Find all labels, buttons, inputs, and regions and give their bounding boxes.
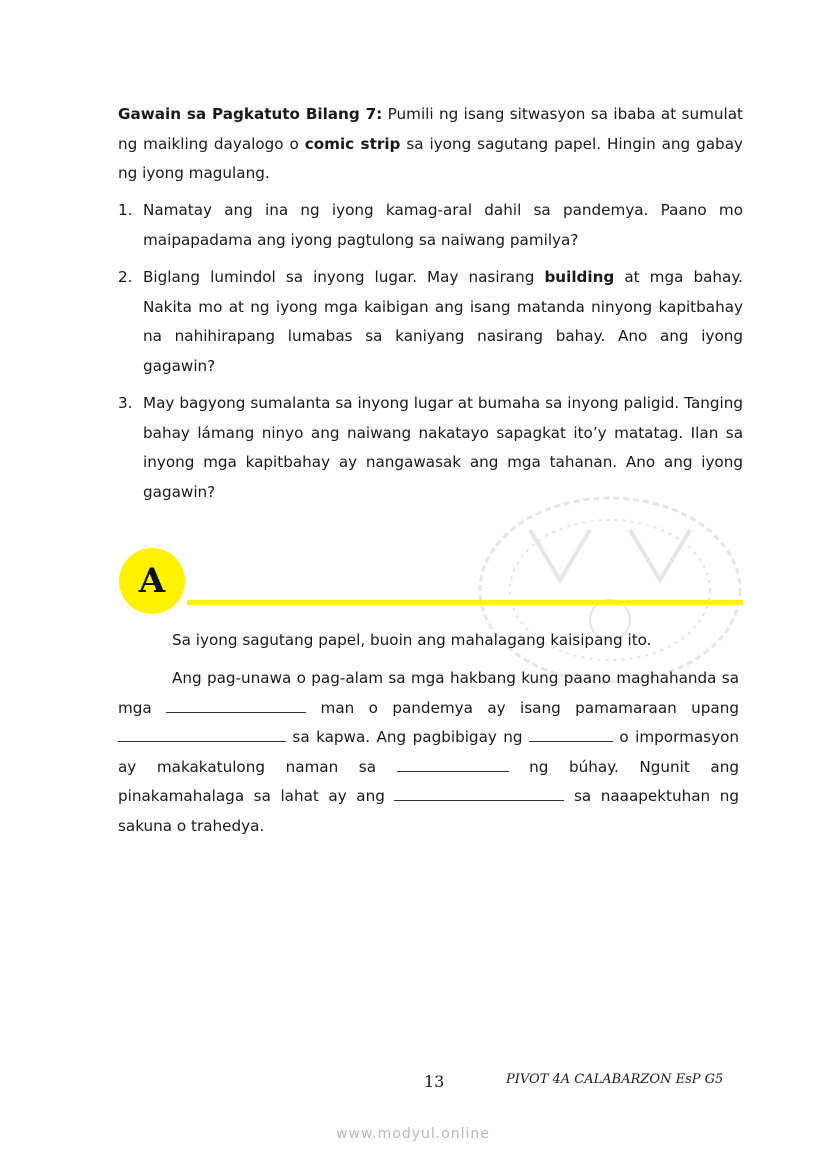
para-text-1: Ang pag-unawa o pag-alam sa mga hakbang kung paano maghahanda sa mga	[118, 669, 739, 717]
intro-bold-term: comic strip	[304, 134, 401, 153]
item-text: Namatay ang ina ng iyong kamag-aral dahil sa pandemya. Paano mo maipapadama ang iyong pagtulong sa naiwang pamilya?	[143, 201, 743, 249]
site-watermark-text: www.modyul.online	[336, 1126, 490, 1142]
section-a-letter: A	[138, 561, 166, 601]
list-item	[118, 263, 743, 381]
section-a-instruction: Sa iyong sagutang papel, buoin ang mahalagang kaisipang ito.	[172, 631, 652, 649]
item-text: Biglang lumindol sa inyong lugar. May nasirang	[143, 268, 545, 286]
answer-blank-1[interactable]	[166, 698, 306, 713]
activity-intro	[118, 100, 743, 189]
answer-blank-5[interactable]	[394, 786, 564, 801]
item-number: 2.	[118, 268, 133, 286]
para-text-3: sa kapwa. Ang pagbibigay ng	[286, 728, 529, 746]
answer-blank-3[interactable]	[529, 727, 613, 742]
para-text-6: sa naaapektuhan ng sakuna o trahedya.	[118, 787, 739, 835]
answer-blank-4[interactable]	[397, 757, 509, 772]
section-a-rule	[187, 600, 743, 605]
item-text-cont: at mga bahay. Nakita mo at ng iyong mga kaibigan ang isang matanda ninyong kapitbahay na nahihirapang lumabas sa kaniyang nasirang bahay. Ano ang iyong gagawin?	[143, 268, 743, 375]
page-number: 13	[424, 1072, 445, 1091]
para-text-5: ng búhay. Ngunit ang pinakamahalaga sa lahat ay ang	[118, 757, 739, 805]
situation-list	[118, 196, 743, 515]
intro-text-2: sa iyong sagutang papel. Hingin ang gabay ng iyong magulang.	[118, 134, 743, 182]
answer-blank-2[interactable]	[118, 727, 286, 742]
footer-tag: PIVOT 4A CALABARZON EsP G5	[506, 1072, 724, 1087]
item-number: 3.	[118, 394, 133, 412]
fill-in-paragraph	[118, 664, 739, 841]
list-item	[118, 196, 743, 255]
item-bold-term: building	[544, 268, 615, 286]
intro-text-1: Pumili ng isang sitwasyon sa ibaba at sumulat ng maikling dayalogo o	[118, 105, 743, 153]
section-a-badge	[119, 548, 185, 614]
para-text-2: man o pandemya ay isang pamamaraan upang	[306, 698, 739, 717]
activity-heading: Gawain sa Pagkatuto Bilang 7:	[118, 105, 383, 123]
para-text-4: o impormasyon ay makakatulong naman sa	[118, 728, 739, 776]
seal-watermark	[470, 490, 750, 690]
item-text: May bagyong sumalanta sa inyong lugar at bumaha sa inyong paligid. Tanging bahay lámang ninyo ang naiwang nakatayo sapagkat ito’y matatag. Ilan sa inyong mga kapitbahay ay nangawasak ang mga tahanan. Ano ang iyong gagawin?	[143, 394, 743, 501]
list-item	[118, 389, 743, 507]
item-number: 1.	[118, 201, 133, 219]
